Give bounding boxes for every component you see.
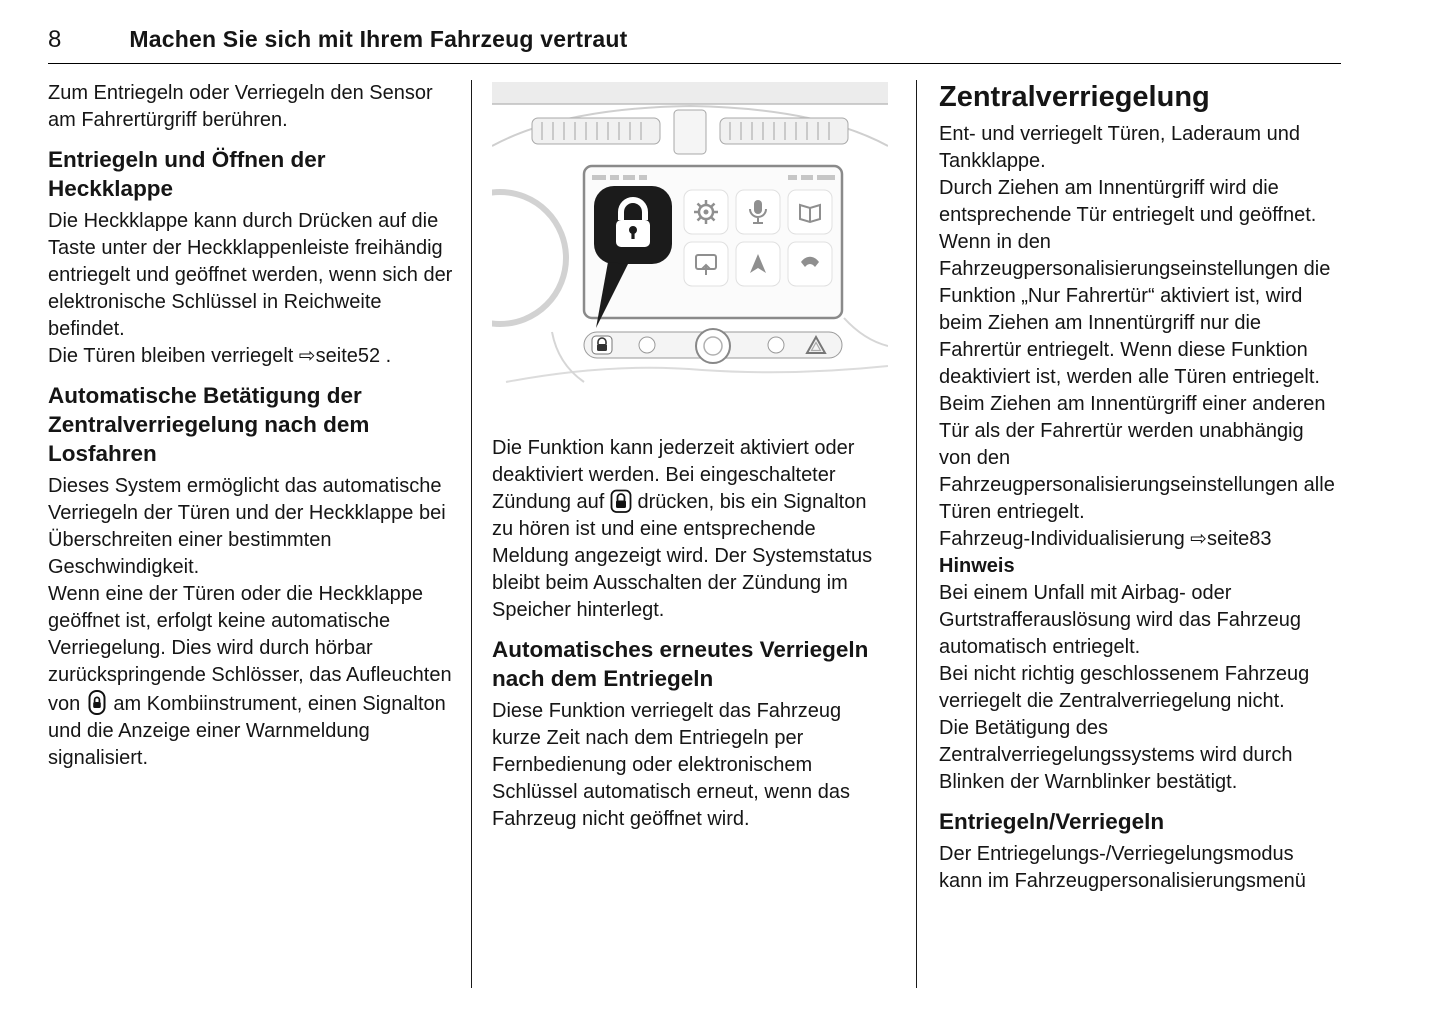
air-vent-left	[532, 118, 660, 144]
activation-paragraph	[492, 435, 890, 624]
air-vent-right	[720, 118, 848, 144]
home-button	[639, 337, 655, 353]
note-paragraph-1: Bei einem Unfall mit Airbag- oder Gurtstrafferauslösung wird das Fahrzeug automatisch entriegelt.	[939, 582, 1302, 658]
note-label: Hinweis	[939, 555, 1015, 577]
note-paragraph-3: Die Betätigung des Zentralverriegelungssystems wird durch Blinken der Warnblinker bestätigt.	[939, 717, 1293, 793]
dashboard-illustration	[492, 82, 888, 392]
page-number: 8	[48, 26, 62, 53]
lock-button-inline-icon	[610, 489, 632, 514]
central-locking-paragraph-4: Beim Ziehen am Innentürgriff einer anderen Tür als der Fahrertür werden unabhängig von den Fahrzeugpersonalisierungseinstellungen alle Türen entriegelt.	[939, 393, 1335, 523]
page-reference-52: Die Türen bleiben verriegelt ⇨seite52 .	[48, 345, 392, 367]
note-paragraph-2: Bei nicht richtig geschlossenem Fahrzeug verriegelt die Zentralverriegelung nicht.	[939, 663, 1310, 712]
right-column	[917, 80, 1341, 988]
page-title: Machen Sie sich mit Ihrem Fahrzeug vertraut	[129, 26, 628, 52]
central-locking-paragraph-2: Durch Ziehen am Innentürgriff wird die entsprechende Tür entriegelt und geöffnet.	[939, 177, 1317, 226]
section-heading-autolock: Automatische Betätigung der Zentralverriegelung nach dem Losfahren	[48, 383, 370, 466]
intro-paragraph: Zum Entriegeln oder Verriegeln den Sensor am Fahrertürgriff berühren.	[48, 82, 433, 131]
section-heading-relock: Automatisches erneutes Verriegeln nach dem Entriegeln	[492, 637, 869, 691]
section-heading-tailgate: Entriegeln und Öffnen der Heckklappe	[48, 147, 326, 201]
page-header	[48, 26, 1341, 64]
back-button	[768, 337, 784, 353]
middle-column	[472, 80, 917, 988]
tailgate-paragraph: Die Heckklappe kann durch Drücken auf die Taste unter der Heckklappenleiste freihändig entriegelt und geöffnet werden, wenn sich der elektronische Schlüssel in Reichweite befindet.	[48, 210, 453, 340]
gear-icon	[694, 200, 718, 224]
page-reference-83: Fahrzeug-Individualisierung ⇨seite83	[939, 528, 1272, 550]
content-columns	[48, 80, 1341, 988]
autolock-paragraph-1: Dieses System ermöglicht das automatische Verriegeln der Türen und der Heckklappe bei Überschreiten einer bestimmten Geschwindigkeit.	[48, 475, 446, 578]
autolock-text-before-icon: Wenn eine der Türen oder die Heckklappe geöffnet ist, erfolgt keine automatische Verriegelung. Dies wird durch hörbar zurückspringende Schlösser, das Aufleuchten von	[48, 583, 452, 715]
central-locking-paragraph-3: Wenn in den Fahrzeugpersonalisierungseinstellungen die Funktion „Nur Fahrertür“ aktiviert ist, wird beim Ziehen am Innentürgriff nur die Fahrertür entriegelt. Wenn diese Funktion deaktiviert ist, werden alle Türen entriegelt.	[939, 231, 1331, 388]
left-column	[48, 80, 472, 988]
section-heading-central-locking: Zentralverriegelung	[939, 81, 1210, 113]
unlock-paragraph: Der Entriegelungs-/Verriegelungsmodus kann im Fahrzeugpersonalisierungsmenü	[939, 843, 1306, 892]
steering-wheel	[492, 192, 566, 324]
vehicle-locked-indicator-icon	[86, 689, 108, 716]
infotainment-figure	[492, 82, 890, 397]
rotary-knob	[696, 329, 730, 363]
central-locking-paragraph-1: Ent- und verriegelt Türen, Laderaum und Tankklappe.	[939, 123, 1300, 172]
lower-dash-line	[506, 366, 888, 382]
autolock-paragraph-2	[48, 581, 455, 772]
relock-paragraph: Diese Funktion verriegelt das Fahrzeug kurze Zeit nach dem Entriegeln per Fernbedienung oder elektronischem Schlüssel automatisch erneut, wenn das Fahrzeug nicht geöffnet wird.	[492, 700, 850, 830]
lock-button-icon	[592, 336, 612, 354]
dash-top-band	[492, 82, 888, 104]
section-heading-unlock: Entriegeln/Verriegeln	[939, 809, 1165, 834]
control-bar	[584, 329, 842, 363]
autolock-text-after-icon: am Kombiinstrument, einen Signalton und die Anzeige einer Warnmeldung signalisiert.	[48, 693, 446, 769]
center-vent-divider	[674, 110, 706, 154]
activation-text-after-icon: drücken, bis ein Signalton zu hören ist und eine entsprechende Meldung angezeigt wird. Der Systemstatus bleibt beim Ausschalten der Zündung im Speicher hinterlegt.	[492, 491, 873, 621]
activation-text-before-icon: Die Funktion kann jederzeit aktiviert oder deaktiviert werden. Bei eingeschalteter Zündung auf	[492, 437, 855, 513]
